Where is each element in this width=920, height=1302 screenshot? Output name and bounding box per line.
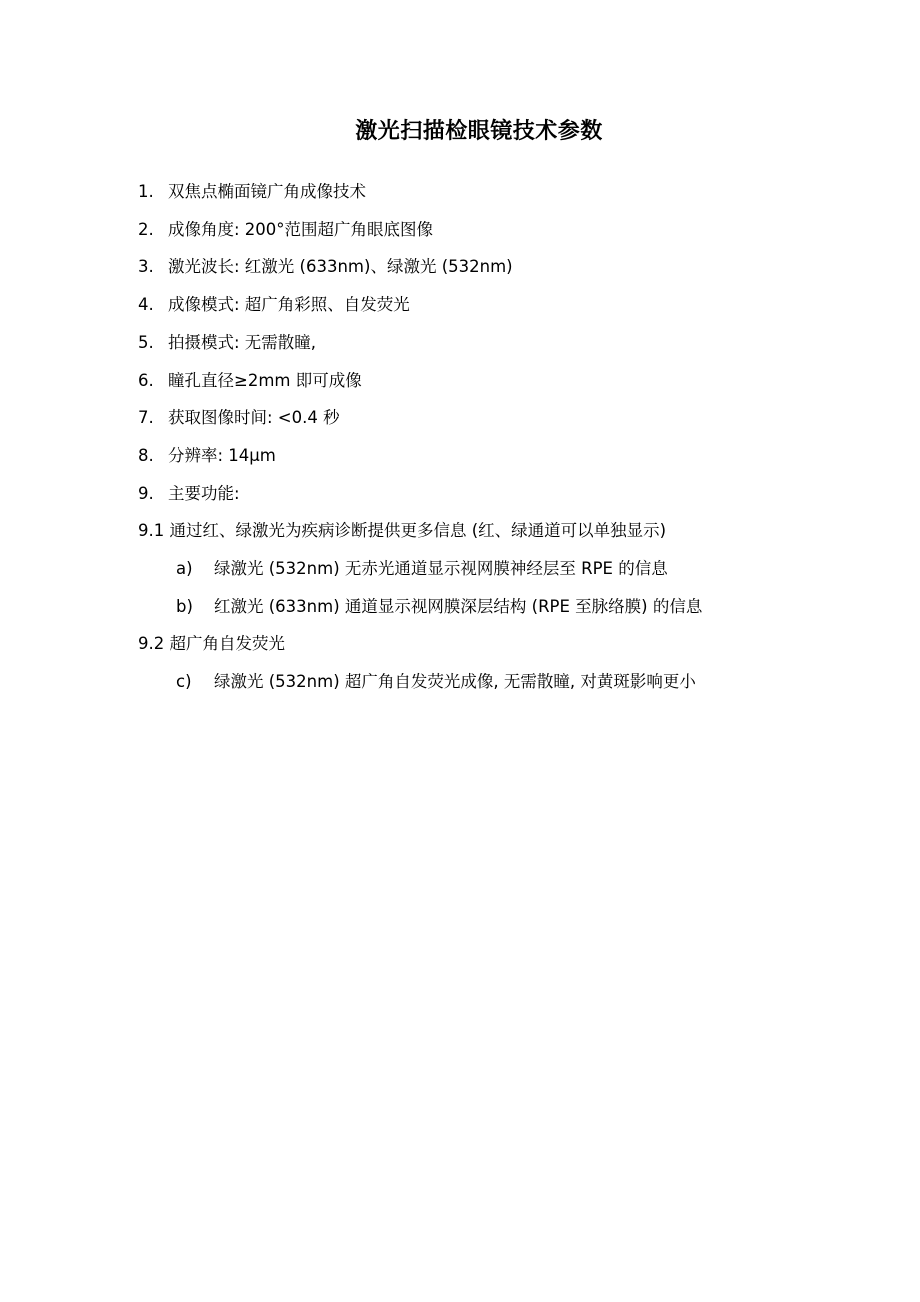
section-heading-text: 9.1 通过红、绿激光为疾病诊断提供更多信息 (红、绿通道可以单独显示): [138, 521, 667, 540]
list-item-number: 8.: [138, 446, 154, 465]
sub-list-item-marker: b): [176, 597, 193, 616]
list-item-number: 3.: [138, 257, 154, 276]
list-item-text: 拍摄模式: 无需散瞳,: [168, 333, 317, 352]
list-item-number: 4.: [138, 295, 154, 314]
list-item-number: 1.: [138, 182, 154, 201]
list-item-text: 激光波长: 红激光 (633nm)、绿激光 (532nm): [168, 257, 513, 276]
sub-list-item-marker: a): [176, 559, 193, 578]
list-item-text: 瞳孔直径≥2mm 即可成像: [168, 371, 362, 390]
section-heading-text: 9.2 超广角自发荧光: [138, 634, 285, 653]
list-item-text: 获取图像时间: <0.4 秒: [168, 408, 340, 427]
list-item-number: 7.: [138, 408, 154, 427]
list-item-number: 9.: [138, 484, 154, 503]
list-item-text: 成像模式: 超广角彩照、自发荧光: [168, 295, 410, 314]
sub-list-item-text: 绿激光 (532nm) 无赤光通道显示视网膜神经层至 RPE 的信息: [214, 559, 668, 578]
list-item-number: 6.: [138, 371, 154, 390]
document-title: 激光扫描检眼镜技术参数: [355, 119, 603, 144]
list-item-text: 主要功能:: [168, 484, 240, 503]
list-item-text: 双焦点椭面镜广角成像技术: [168, 182, 366, 201]
list-item-number: 5.: [138, 333, 154, 352]
sub-list-item-text: 红激光 (633nm) 通道显示视网膜深层结构 (RPE 至脉络膜) 的信息: [214, 597, 703, 616]
list-item-number: 2.: [138, 220, 154, 239]
list-item-text: 分辨率: 14μm: [168, 446, 276, 465]
list-item-text: 成像角度: 200°范围超广角眼底图像: [168, 220, 434, 239]
sub-list-item-marker: c): [176, 672, 192, 691]
sub-list-item-text: 绿激光 (532nm) 超广角自发荧光成像, 无需散瞳, 对黄斑影响更小: [214, 672, 696, 691]
